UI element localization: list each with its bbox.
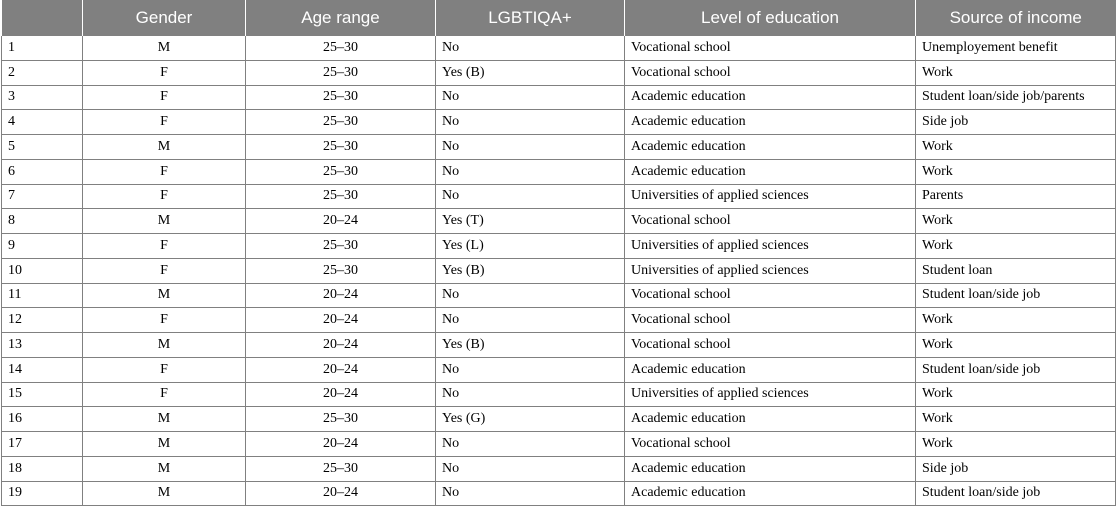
cell-lgbtiqa: No — [436, 382, 625, 407]
cell-age-range: 25–30 — [246, 36, 436, 60]
cell-lgbtiqa: No — [436, 432, 625, 457]
cell-index: 6 — [2, 159, 83, 184]
cell-gender: F — [83, 110, 246, 135]
cell-lgbtiqa: No — [436, 135, 625, 160]
cell-income: Student loan/side job — [916, 357, 1116, 382]
header-lgbtiqa: LGBTIQA+ — [436, 0, 625, 36]
header-age-range: Age range — [246, 0, 436, 36]
cell-gender: F — [83, 258, 246, 283]
cell-index: 15 — [2, 382, 83, 407]
cell-index: 13 — [2, 333, 83, 358]
cell-gender: M — [83, 135, 246, 160]
header-gender: Gender — [83, 0, 246, 36]
cell-lgbtiqa: No — [436, 36, 625, 60]
cell-income: Student loan/side job — [916, 283, 1116, 308]
cell-index: 9 — [2, 234, 83, 259]
cell-age-range: 25–30 — [246, 60, 436, 85]
table-row — [2, 456, 1116, 481]
cell-lgbtiqa: No — [436, 159, 625, 184]
cell-income: Student loan/side job/parents — [916, 85, 1116, 110]
cell-index: 16 — [2, 407, 83, 432]
table-row — [2, 36, 1116, 60]
table-row — [2, 308, 1116, 333]
cell-gender: M — [83, 407, 246, 432]
table-header — [2, 0, 1116, 36]
cell-education: Academic education — [625, 85, 916, 110]
cell-index: 18 — [2, 456, 83, 481]
cell-gender: F — [83, 85, 246, 110]
cell-age-range: 20–24 — [246, 382, 436, 407]
cell-index: 17 — [2, 432, 83, 457]
cell-index: 2 — [2, 60, 83, 85]
table-row — [2, 234, 1116, 259]
cell-education: Academic education — [625, 407, 916, 432]
header-row — [2, 0, 1116, 36]
cell-lgbtiqa: No — [436, 308, 625, 333]
cell-education: Academic education — [625, 110, 916, 135]
cell-age-range: 20–24 — [246, 333, 436, 358]
cell-income: Work — [916, 432, 1116, 457]
cell-age-range: 20–24 — [246, 308, 436, 333]
table-body — [2, 36, 1116, 506]
cell-index: 12 — [2, 308, 83, 333]
cell-index: 11 — [2, 283, 83, 308]
cell-gender: F — [83, 308, 246, 333]
header-index — [2, 0, 83, 36]
table-row — [2, 258, 1116, 283]
cell-index: 7 — [2, 184, 83, 209]
cell-index: 10 — [2, 258, 83, 283]
cell-index: 5 — [2, 135, 83, 160]
cell-gender: M — [83, 456, 246, 481]
cell-age-range: 25–30 — [246, 456, 436, 481]
cell-age-range: 25–30 — [246, 184, 436, 209]
cell-lgbtiqa: No — [436, 184, 625, 209]
cell-age-range: 25–30 — [246, 159, 436, 184]
cell-age-range: 20–24 — [246, 432, 436, 457]
cell-index: 4 — [2, 110, 83, 135]
table-row — [2, 135, 1116, 160]
cell-lgbtiqa: Yes (L) — [436, 234, 625, 259]
cell-age-range: 25–30 — [246, 135, 436, 160]
cell-index: 14 — [2, 357, 83, 382]
cell-lgbtiqa: No — [436, 283, 625, 308]
cell-lgbtiqa: Yes (B) — [436, 333, 625, 358]
table-row — [2, 184, 1116, 209]
table-row — [2, 85, 1116, 110]
cell-income: Work — [916, 234, 1116, 259]
cell-lgbtiqa: No — [436, 456, 625, 481]
cell-lgbtiqa: Yes (B) — [436, 60, 625, 85]
cell-index: 8 — [2, 209, 83, 234]
cell-age-range: 20–24 — [246, 481, 436, 506]
cell-education: Vocational school — [625, 432, 916, 457]
cell-income: Work — [916, 135, 1116, 160]
cell-age-range: 25–30 — [246, 110, 436, 135]
cell-education: Universities of applied sciences — [625, 382, 916, 407]
cell-age-range: 25–30 — [246, 234, 436, 259]
cell-income: Work — [916, 60, 1116, 85]
cell-income: Unemployement benefit — [916, 36, 1116, 60]
cell-education: Academic education — [625, 357, 916, 382]
cell-income: Work — [916, 209, 1116, 234]
cell-education: Vocational school — [625, 308, 916, 333]
table-row — [2, 110, 1116, 135]
cell-age-range: 25–30 — [246, 258, 436, 283]
header-income: Source of income — [916, 0, 1116, 36]
table-row — [2, 357, 1116, 382]
participants-table — [1, 0, 1116, 506]
cell-gender: M — [83, 481, 246, 506]
cell-lgbtiqa: No — [436, 110, 625, 135]
cell-age-range: 25–30 — [246, 407, 436, 432]
cell-gender: M — [83, 283, 246, 308]
cell-gender: M — [83, 209, 246, 234]
table-row — [2, 407, 1116, 432]
cell-age-range: 20–24 — [246, 209, 436, 234]
cell-age-range: 25–30 — [246, 85, 436, 110]
cell-age-range: 20–24 — [246, 283, 436, 308]
cell-education: Universities of applied sciences — [625, 234, 916, 259]
cell-education: Vocational school — [625, 283, 916, 308]
cell-lgbtiqa: No — [436, 85, 625, 110]
table-row — [2, 283, 1116, 308]
cell-gender: F — [83, 234, 246, 259]
cell-education: Vocational school — [625, 60, 916, 85]
cell-lgbtiqa: Yes (B) — [436, 258, 625, 283]
cell-gender: F — [83, 382, 246, 407]
cell-index: 3 — [2, 85, 83, 110]
table-row — [2, 159, 1116, 184]
cell-income: Student loan/side job — [916, 481, 1116, 506]
cell-gender: F — [83, 357, 246, 382]
cell-gender: F — [83, 159, 246, 184]
cell-income: Side job — [916, 110, 1116, 135]
cell-index: 19 — [2, 481, 83, 506]
cell-age-range: 20–24 — [246, 357, 436, 382]
cell-education: Universities of applied sciences — [625, 258, 916, 283]
cell-education: Vocational school — [625, 333, 916, 358]
header-education: Level of education — [625, 0, 916, 36]
cell-gender: M — [83, 36, 246, 60]
table-row — [2, 432, 1116, 457]
cell-education: Academic education — [625, 481, 916, 506]
cell-income: Work — [916, 382, 1116, 407]
cell-index: 1 — [2, 36, 83, 60]
cell-education: Vocational school — [625, 36, 916, 60]
cell-income: Student loan — [916, 258, 1116, 283]
cell-education: Vocational school — [625, 209, 916, 234]
cell-lgbtiqa: No — [436, 357, 625, 382]
cell-education: Academic education — [625, 159, 916, 184]
cell-lgbtiqa: Yes (T) — [436, 209, 625, 234]
cell-income: Work — [916, 159, 1116, 184]
cell-lgbtiqa: No — [436, 481, 625, 506]
table-row — [2, 209, 1116, 234]
cell-education: Universities of applied sciences — [625, 184, 916, 209]
cell-income: Work — [916, 407, 1116, 432]
cell-education: Academic education — [625, 135, 916, 160]
cell-income: Parents — [916, 184, 1116, 209]
cell-gender: F — [83, 184, 246, 209]
table-row — [2, 333, 1116, 358]
cell-gender: M — [83, 333, 246, 358]
cell-income: Work — [916, 308, 1116, 333]
cell-gender: F — [83, 60, 246, 85]
cell-education: Academic education — [625, 456, 916, 481]
table-row — [2, 382, 1116, 407]
table-row — [2, 60, 1116, 85]
cell-income: Side job — [916, 456, 1116, 481]
table-row — [2, 481, 1116, 506]
cell-gender: M — [83, 432, 246, 457]
cell-income: Work — [916, 333, 1116, 358]
cell-lgbtiqa: Yes (G) — [436, 407, 625, 432]
